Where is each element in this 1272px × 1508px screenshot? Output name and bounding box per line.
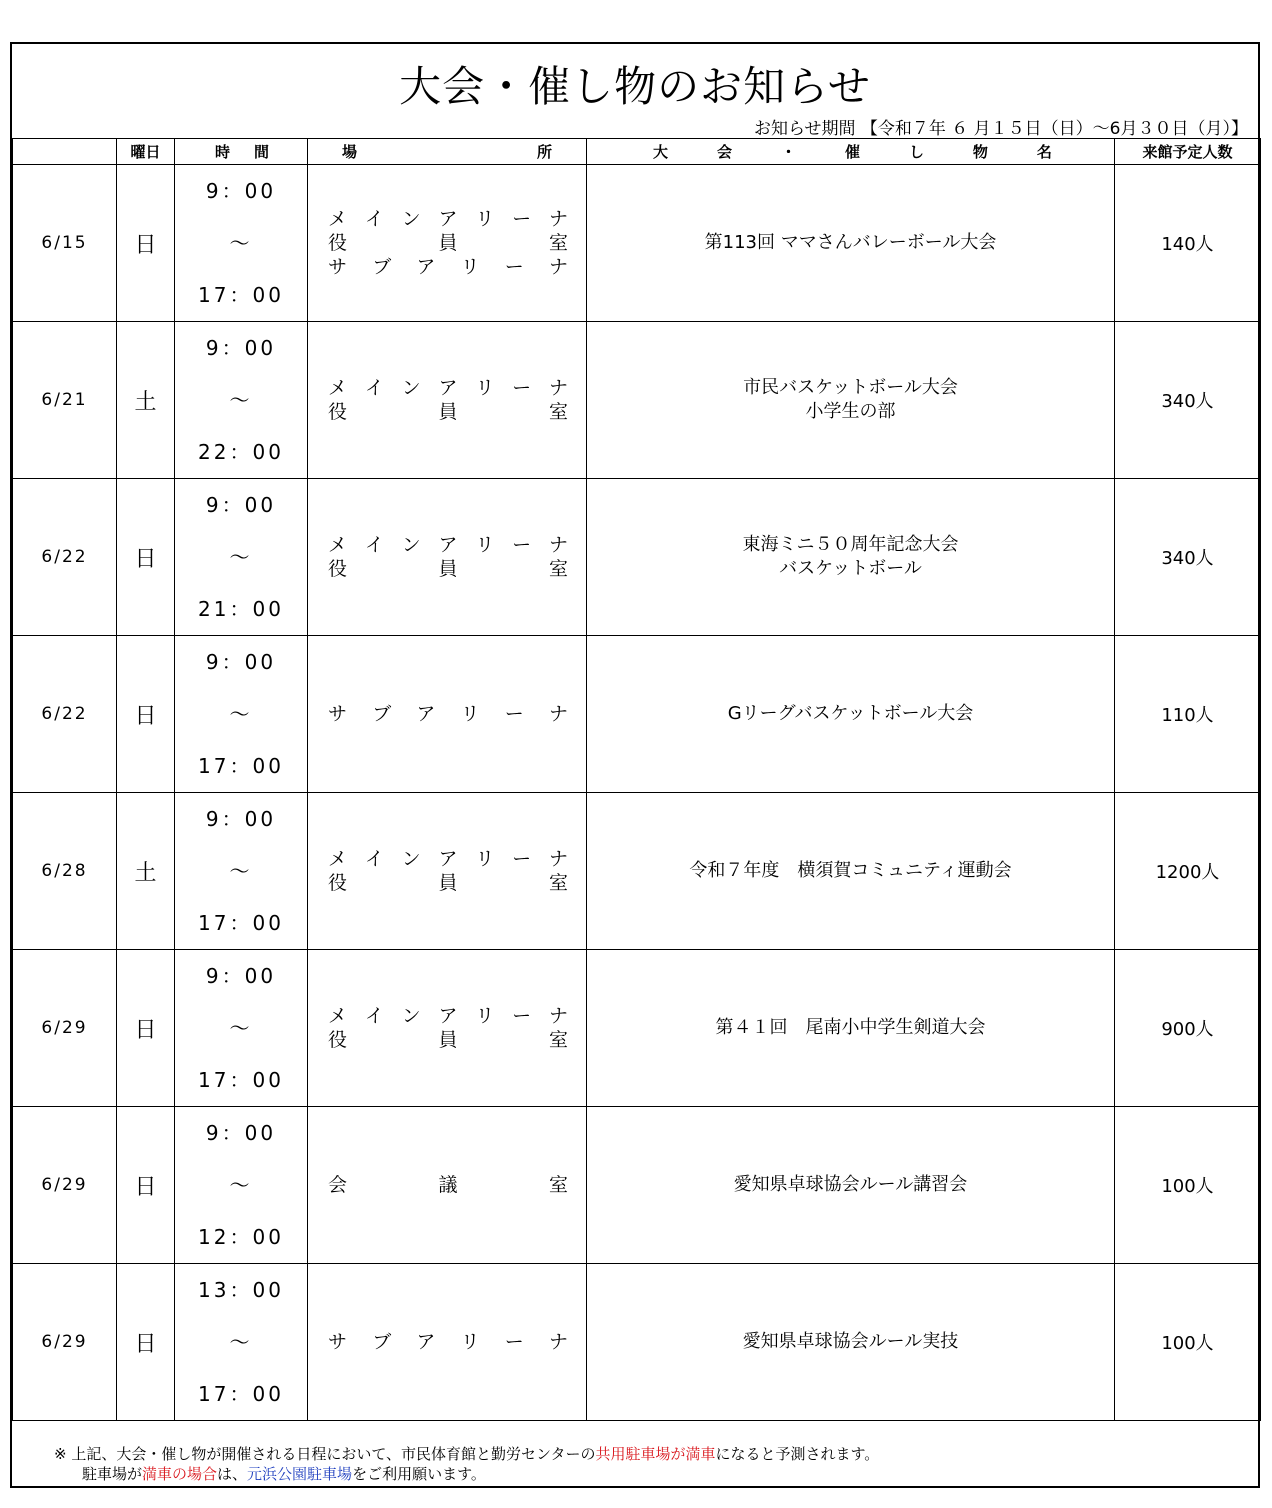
end-time: 17：00 bbox=[198, 1382, 284, 1406]
place-char: ア bbox=[438, 208, 458, 230]
place-line bbox=[328, 1028, 568, 1052]
place-char: イ bbox=[364, 848, 384, 870]
place-line bbox=[328, 207, 568, 231]
place-char: サ bbox=[328, 1331, 348, 1353]
place-char: 役 bbox=[328, 1029, 348, 1051]
place-char: ー bbox=[504, 1331, 524, 1353]
footnote bbox=[54, 1444, 879, 1484]
time-range-tilde: ～ bbox=[229, 1330, 253, 1354]
place-char: ア bbox=[438, 534, 458, 556]
event-name bbox=[587, 950, 1115, 1107]
page-title: 大会・催し物のお知らせ bbox=[399, 62, 871, 111]
place-char: ア bbox=[416, 703, 436, 725]
place-char: 役 bbox=[328, 872, 348, 894]
header-event-char: 物 bbox=[972, 143, 988, 161]
place-char: ブ bbox=[372, 256, 392, 278]
event-name-line: 市民バスケットボール大会 bbox=[743, 377, 958, 398]
place-line bbox=[328, 1173, 568, 1197]
place-line bbox=[328, 400, 568, 424]
table-row bbox=[13, 165, 1261, 322]
place-char: メ bbox=[328, 848, 348, 870]
event-place bbox=[308, 793, 587, 950]
expected-visitors: 100人 bbox=[1115, 1107, 1261, 1264]
place-char: 室 bbox=[548, 558, 568, 580]
event-date: 6/29 bbox=[13, 1107, 117, 1264]
event-place bbox=[308, 165, 587, 322]
footnote-segment: ※ 上記、大会・催し物が開催される日程において、市民体育館と勤労センターの bbox=[54, 1445, 596, 1463]
place-line bbox=[328, 1004, 568, 1028]
place-char: ー bbox=[504, 703, 524, 725]
place-char: ナ bbox=[548, 534, 568, 556]
start-time: 13：00 bbox=[198, 1278, 284, 1302]
event-weekday: 日 bbox=[117, 636, 175, 793]
event-name bbox=[587, 322, 1115, 479]
place-char: ア bbox=[416, 1331, 436, 1353]
place-char: ン bbox=[401, 1005, 421, 1027]
footnote-segment: 満車の場合 bbox=[142, 1465, 218, 1483]
event-time bbox=[175, 636, 308, 793]
event-weekday: 土 bbox=[117, 322, 175, 479]
event-weekday: 土 bbox=[117, 793, 175, 950]
place-char: 室 bbox=[548, 401, 568, 423]
header-event-char: 名 bbox=[1036, 143, 1052, 161]
header-event-char: 催 bbox=[844, 143, 860, 161]
event-place bbox=[308, 1107, 587, 1264]
place-char: 員 bbox=[438, 558, 458, 580]
header-event-char: ・ bbox=[780, 143, 796, 161]
event-name bbox=[587, 1264, 1115, 1421]
place-char: 員 bbox=[438, 232, 458, 254]
footnote-segment: 駐車場が bbox=[82, 1465, 143, 1483]
table-row bbox=[13, 793, 1261, 950]
event-time bbox=[175, 950, 308, 1107]
header-count: 来館予定人数 bbox=[1115, 139, 1261, 165]
footnote-line-2 bbox=[54, 1464, 879, 1484]
end-time: 22：00 bbox=[198, 440, 284, 464]
place-char: ナ bbox=[548, 703, 568, 725]
place-char: ナ bbox=[548, 1005, 568, 1027]
end-time: 17：00 bbox=[198, 754, 284, 778]
table-row bbox=[13, 1264, 1261, 1421]
event-time bbox=[175, 1264, 308, 1421]
end-time: 17：00 bbox=[198, 283, 284, 307]
place-char: ア bbox=[438, 377, 458, 399]
expected-visitors: 1200人 bbox=[1115, 793, 1261, 950]
place-char: ナ bbox=[548, 1331, 568, 1353]
event-name-line: 令和７年度 横須賀コミュニティ運動会 bbox=[689, 860, 1012, 881]
expected-visitors: 340人 bbox=[1115, 322, 1261, 479]
place-char: ナ bbox=[548, 256, 568, 278]
footnote-line-1 bbox=[54, 1444, 879, 1464]
event-name-line: Gリーグバスケットボール大会 bbox=[727, 703, 974, 724]
place-char: ア bbox=[438, 1005, 458, 1027]
time-range-tilde: ～ bbox=[229, 1016, 253, 1040]
place-char: リ bbox=[460, 256, 480, 278]
place-char: リ bbox=[475, 208, 495, 230]
place-char: ー bbox=[512, 377, 532, 399]
time-range-tilde: ～ bbox=[229, 702, 253, 726]
time-range-tilde: ～ bbox=[229, 388, 253, 412]
event-date: 6/28 bbox=[13, 793, 117, 950]
place-char: リ bbox=[460, 703, 480, 725]
footnote-segment: 共用駐車場が満車 bbox=[595, 1445, 716, 1463]
place-char: 役 bbox=[328, 232, 348, 254]
events-table bbox=[12, 138, 1261, 1421]
place-char: ン bbox=[401, 848, 421, 870]
place-char: 室 bbox=[548, 1029, 568, 1051]
place-char: メ bbox=[328, 534, 348, 556]
place-line bbox=[328, 871, 568, 895]
end-time: 12：00 bbox=[198, 1225, 284, 1249]
footnote-segment: になると予測されます。 bbox=[715, 1445, 880, 1463]
event-date: 6/21 bbox=[13, 322, 117, 479]
place-char: サ bbox=[328, 703, 348, 725]
event-place bbox=[308, 322, 587, 479]
time-range-tilde: ～ bbox=[229, 231, 253, 255]
event-time bbox=[175, 322, 308, 479]
place-char: 室 bbox=[548, 1174, 568, 1196]
table-row bbox=[13, 479, 1261, 636]
header-dow: 曜日 bbox=[117, 139, 175, 165]
place-char: イ bbox=[364, 1005, 384, 1027]
start-time: 9：00 bbox=[205, 650, 277, 674]
place-char: 役 bbox=[328, 558, 348, 580]
header-date bbox=[13, 139, 117, 165]
event-name bbox=[587, 793, 1115, 950]
header-event bbox=[587, 139, 1115, 165]
expected-visitors: 900人 bbox=[1115, 950, 1261, 1107]
event-date: 6/29 bbox=[13, 950, 117, 1107]
events-table-body bbox=[13, 165, 1261, 1421]
header-place-char: 場 bbox=[342, 143, 358, 161]
footnote-segment: は、 bbox=[217, 1465, 248, 1483]
notice-period: お知らせ期間 【令和７年 ６ 月１５日（日）～6月３０日（月）】 bbox=[753, 119, 1248, 139]
place-char: 員 bbox=[438, 1029, 458, 1051]
table-row bbox=[13, 636, 1261, 793]
place-char: リ bbox=[460, 1331, 480, 1353]
place-char: ー bbox=[512, 848, 532, 870]
end-time: 21：00 bbox=[198, 597, 284, 621]
event-name-line: 愛知県卓球協会ルール実技 bbox=[742, 1331, 959, 1352]
expected-visitors: 140人 bbox=[1115, 165, 1261, 322]
place-char: ン bbox=[401, 208, 421, 230]
place-char: ア bbox=[438, 848, 458, 870]
table-header-row bbox=[13, 139, 1261, 165]
place-char: イ bbox=[364, 208, 384, 230]
event-place bbox=[308, 1264, 587, 1421]
place-line bbox=[328, 557, 568, 581]
place-line bbox=[328, 847, 568, 871]
header-event-char: 会 bbox=[716, 143, 732, 161]
event-weekday: 日 bbox=[117, 1264, 175, 1421]
start-time: 9：00 bbox=[205, 1121, 277, 1145]
place-char: ア bbox=[416, 256, 436, 278]
start-time: 9：00 bbox=[205, 336, 277, 360]
place-char: 会 bbox=[328, 1174, 348, 1196]
place-char: 室 bbox=[548, 872, 568, 894]
event-name-line: 東海ミニ５０周年記念大会 bbox=[742, 534, 959, 555]
event-date: 6/29 bbox=[13, 1264, 117, 1421]
event-place bbox=[308, 950, 587, 1107]
expected-visitors: 110人 bbox=[1115, 636, 1261, 793]
end-time: 17：00 bbox=[198, 911, 284, 935]
notice-sheet bbox=[10, 42, 1260, 1488]
event-weekday: 日 bbox=[117, 1107, 175, 1264]
place-char: イ bbox=[364, 377, 384, 399]
event-name-line: 小学生の部 bbox=[805, 401, 896, 422]
place-char: ー bbox=[512, 534, 532, 556]
event-name bbox=[587, 1107, 1115, 1264]
place-char: イ bbox=[364, 534, 384, 556]
expected-visitors: 340人 bbox=[1115, 479, 1261, 636]
place-char: リ bbox=[475, 377, 495, 399]
place-char: リ bbox=[475, 848, 495, 870]
footnote-segment: 元浜公園駐車場 bbox=[247, 1465, 353, 1483]
event-name-line: 愛知県卓球協会ルール講習会 bbox=[733, 1174, 968, 1195]
place-char: メ bbox=[328, 208, 348, 230]
header-time-char: 間 bbox=[253, 143, 269, 161]
place-char: ナ bbox=[548, 208, 568, 230]
place-char: 議 bbox=[438, 1174, 458, 1196]
time-range-tilde: ～ bbox=[229, 545, 253, 569]
event-time bbox=[175, 165, 308, 322]
event-name-line: バスケットボール bbox=[779, 558, 922, 579]
place-line bbox=[328, 533, 568, 557]
place-line bbox=[328, 1330, 568, 1354]
place-char: 員 bbox=[438, 401, 458, 423]
table-row bbox=[13, 950, 1261, 1107]
place-char: ー bbox=[512, 208, 532, 230]
expected-visitors: 100人 bbox=[1115, 1264, 1261, 1421]
start-time: 9：00 bbox=[205, 493, 277, 517]
time-range-tilde: ～ bbox=[229, 859, 253, 883]
place-char: ー bbox=[504, 256, 524, 278]
place-char: メ bbox=[328, 1005, 348, 1027]
event-time bbox=[175, 1107, 308, 1264]
event-date: 6/15 bbox=[13, 165, 117, 322]
start-time: 9：00 bbox=[205, 807, 277, 831]
event-weekday: 日 bbox=[117, 165, 175, 322]
event-name-line: 第113回 ママさんバレーボール大会 bbox=[704, 232, 997, 253]
place-line bbox=[328, 255, 568, 279]
header-time bbox=[175, 139, 308, 165]
event-place bbox=[308, 636, 587, 793]
place-char: リ bbox=[475, 534, 495, 556]
place-char: 役 bbox=[328, 401, 348, 423]
time-range-tilde: ～ bbox=[229, 1173, 253, 1197]
end-time: 17：00 bbox=[198, 1068, 284, 1092]
event-name bbox=[587, 165, 1115, 322]
event-time bbox=[175, 479, 308, 636]
place-line bbox=[328, 231, 568, 255]
place-line bbox=[328, 702, 568, 726]
header-place-char: 所 bbox=[536, 143, 552, 161]
place-char: ー bbox=[512, 1005, 532, 1027]
event-name bbox=[587, 636, 1115, 793]
place-char: 員 bbox=[438, 872, 458, 894]
place-char: リ bbox=[475, 1005, 495, 1027]
place-char: メ bbox=[328, 377, 348, 399]
event-time bbox=[175, 793, 308, 950]
place-char: ナ bbox=[548, 377, 568, 399]
event-weekday: 日 bbox=[117, 950, 175, 1107]
start-time: 9：00 bbox=[205, 179, 277, 203]
event-name-line: 第４１回 尾南小中学生剣道大会 bbox=[715, 1017, 986, 1038]
table-row bbox=[13, 322, 1261, 479]
place-char: サ bbox=[328, 256, 348, 278]
footnote-segment: をご利用願います。 bbox=[352, 1465, 486, 1483]
start-time: 9：00 bbox=[205, 964, 277, 988]
place-char: 室 bbox=[548, 232, 568, 254]
header-event-char: し bbox=[908, 143, 924, 161]
event-name bbox=[587, 479, 1115, 636]
event-weekday: 日 bbox=[117, 479, 175, 636]
place-char: ナ bbox=[548, 848, 568, 870]
place-char: ブ bbox=[372, 1331, 392, 1353]
header-time-char: 時 bbox=[215, 143, 231, 161]
place-char: ン bbox=[401, 534, 421, 556]
header-event-char: 大 bbox=[653, 143, 669, 161]
event-place bbox=[308, 479, 587, 636]
place-char: ン bbox=[401, 377, 421, 399]
header-place bbox=[308, 139, 587, 165]
place-char: ブ bbox=[372, 703, 392, 725]
table-row bbox=[13, 1107, 1261, 1264]
place-line bbox=[328, 376, 568, 400]
event-date: 6/22 bbox=[13, 636, 117, 793]
event-date: 6/22 bbox=[13, 479, 117, 636]
